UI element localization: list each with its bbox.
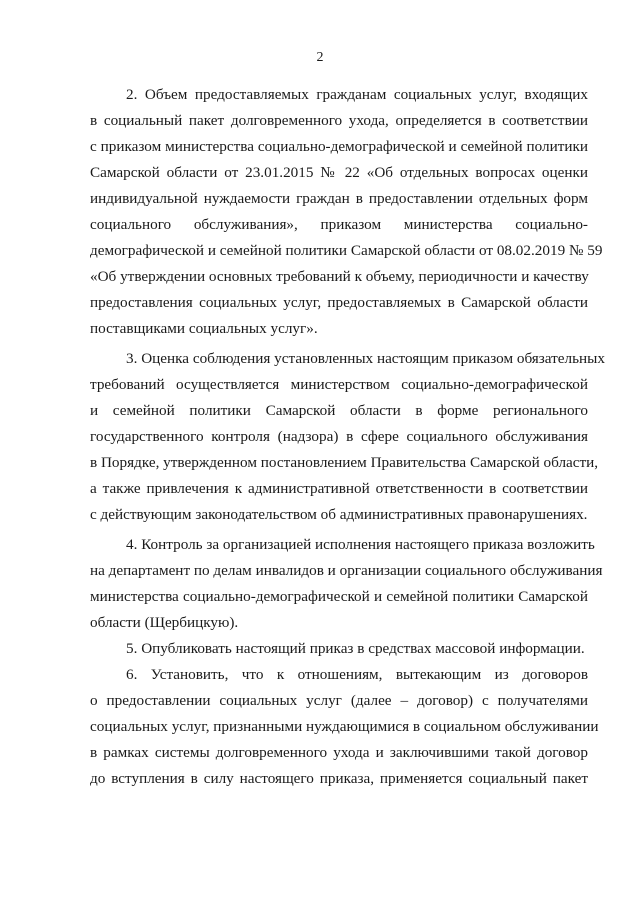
page-number: 2	[316, 50, 324, 65]
text-line: о предоставлении социальных услуг (далее – договор) с получателями	[90, 692, 588, 709]
text-line: в рамках системы долговременного ухода и заключившими такой договор	[90, 744, 588, 761]
text-line: 2. Объем предоставляемых гражданам социальных услуг, входящих	[126, 86, 588, 103]
text-line: «Об утверждении основных требований к объему, периодичности и качеству	[90, 268, 589, 285]
text-line: с действующим законодательством об административных правонарушениях.	[90, 506, 588, 523]
text-line: а также привлечения к административной ответственности в соответствии	[90, 480, 588, 497]
text-line: до вступления в силу настоящего приказа, применяется социальный пакет	[90, 770, 588, 787]
text-line: социальных услуг, признанными нуждающимися в социальном обслуживании	[90, 718, 599, 735]
text-line: государственного контроля (надзора) в сфере социального обслуживания	[90, 428, 588, 445]
text-line: 3. Оценка соблюдения установленных настоящим приказом обязательных	[126, 350, 605, 367]
text-line: области (Щербицкую).	[90, 614, 239, 631]
text-line: индивидуальной нуждаемости граждан в предоставлении отдельных форм	[90, 190, 588, 207]
text-line: в социальный пакет долговременного ухода, определяется в соответствии	[90, 112, 588, 129]
text-line: и семейной политики Самарской области в форме регионального	[90, 402, 588, 419]
text-line: требований осуществляется министерством социально-демографической	[90, 376, 588, 393]
text-line: с приказом министерства социально-демографической и семейной политики	[90, 138, 588, 155]
text-line: 5. Опубликовать настоящий приказ в средствах массовой информации.	[126, 640, 585, 657]
text-line: министерства социально-демографической и семейной политики Самарской	[90, 588, 588, 605]
text-line: на департамент по делам инвалидов и организации социального обслуживания	[90, 562, 603, 579]
text-line: Самарской области от 23.01.2015 № 22 «Об отдельных вопросах оценки	[90, 164, 588, 181]
text-line: поставщиками социальных услуг».	[90, 320, 318, 337]
text-line: в Порядке, утвержденном постановлением Правительства Самарской области,	[90, 454, 599, 471]
text-line: 4. Контроль за организацией исполнения настоящего приказа возложить	[126, 536, 595, 553]
text-line: социального обслуживания», приказом министерства социально-	[90, 216, 588, 233]
text-line: демографической и семейной политики Самарской области от 08.02.2019 № 59	[90, 242, 603, 259]
text-line: предоставления социальных услуг, предоставляемых в Самарской области	[90, 294, 588, 311]
text-line: 6. Установить, что к отношениям, вытекающим из договоров	[126, 666, 588, 683]
